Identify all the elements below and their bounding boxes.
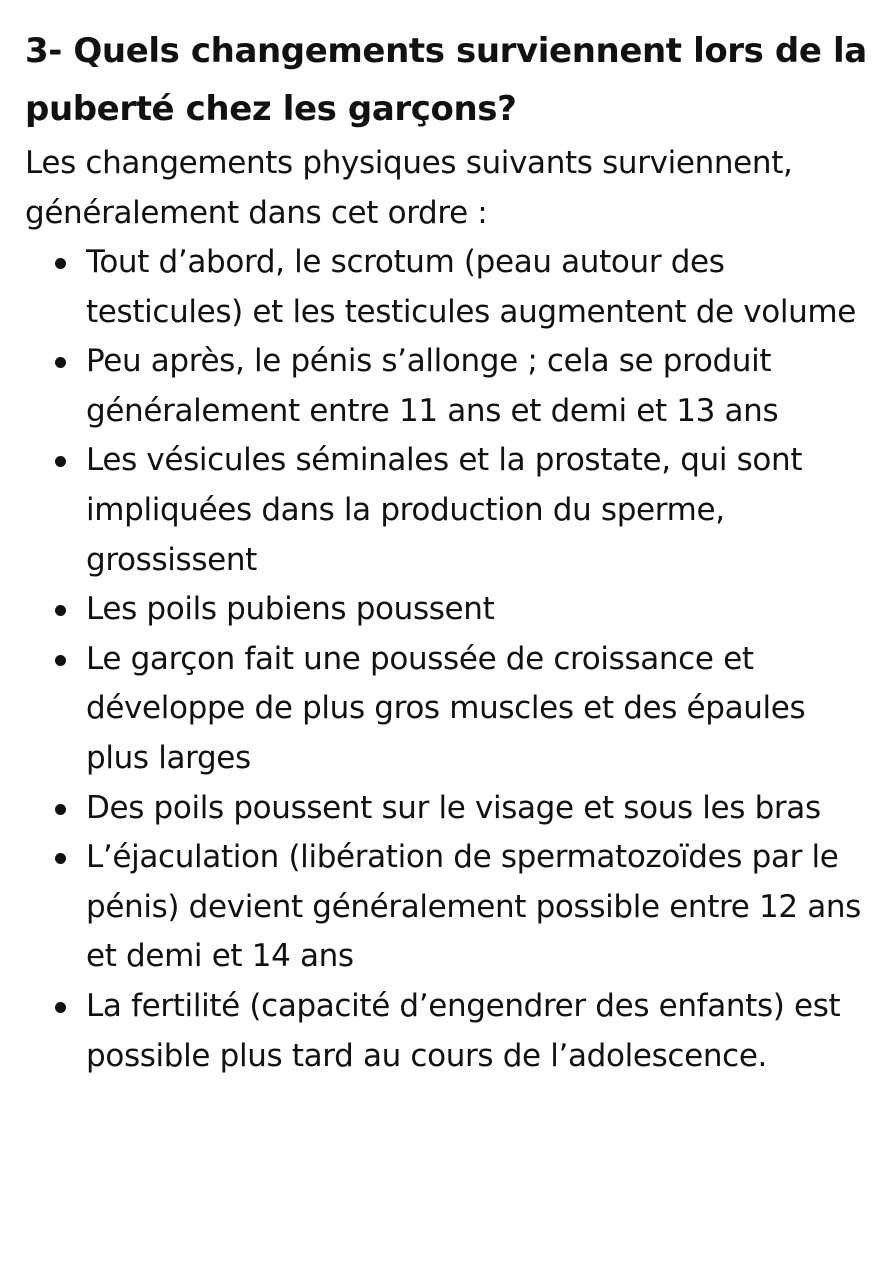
bullet-icon [55, 605, 66, 616]
list-item [25, 784, 875, 834]
list-item [25, 833, 875, 982]
section-heading: 3- Quels changements surviennent lors de la puberté chez les garçons? [25, 31, 867, 129]
bullet-icon [55, 804, 66, 815]
intro-paragraph: Les changements physiques suivants surviennent, généralement dans cet ordre : [25, 145, 793, 231]
list-item-text: La fertilité (capacité d’engendrer des enfants) est possible plus tard au cours de l’adolescence. [86, 987, 841, 1074]
list-item [25, 635, 875, 784]
bullet-icon [55, 258, 66, 269]
list-item-text: Peu après, le pénis s’allonge ; cela se produit généralement entre 11 ans et demi et 13 ans [86, 343, 779, 429]
bullet-icon [55, 456, 66, 467]
bullet-icon [55, 655, 66, 666]
list-item [25, 238, 875, 337]
list-item [25, 337, 875, 436]
bullet-icon [55, 357, 66, 368]
list-item [25, 585, 875, 635]
list-item [25, 982, 875, 1081]
list-item-text: Des poils poussent sur le visage et sous les bras [86, 789, 821, 826]
list-item-text: Les poils pubiens poussent [86, 591, 495, 628]
bullet-icon [55, 853, 66, 864]
list-item-text: Le garçon fait une poussée de croissance et développe de plus gros muscles et des épaules plus larges [86, 640, 806, 776]
list-item-text: Tout d’abord, le scrotum (peau autour des testicules) et les testicules augmentent de volume [86, 244, 856, 330]
bullet-icon [55, 1002, 66, 1013]
list-item-text: L’éjaculation (libération de spermatozoïdes par le pénis) devient généralement possible entre 12 ans et demi et 14 ans [86, 839, 861, 975]
list-item-text: Les vésicules séminales et la prostate, qui sont impliquées dans la production du sperme, grossissent [86, 442, 803, 578]
changes-list [25, 238, 875, 1081]
list-item [25, 436, 875, 585]
document-page [25, 22, 875, 1081]
